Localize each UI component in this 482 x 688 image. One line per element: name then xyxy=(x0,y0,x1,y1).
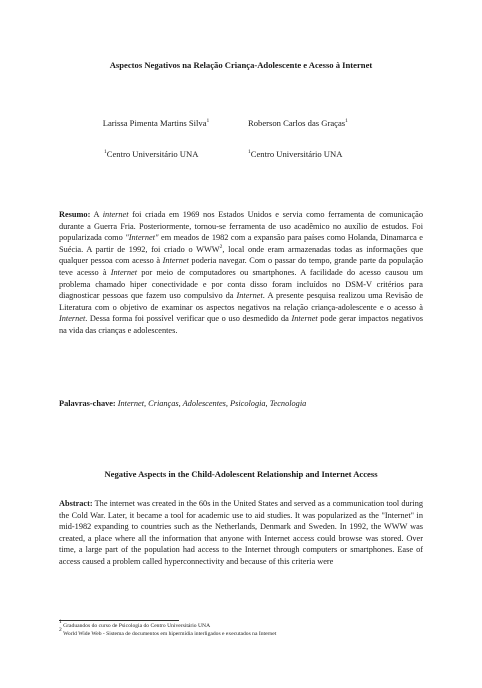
author-2-name: Roberson Carlos das Graças xyxy=(248,118,346,128)
portuguese-title: Aspectos Negativos na Relação Criança-Adolescente e Acesso à Internet xyxy=(109,60,373,70)
resumo-i6: Internet xyxy=(59,314,86,324)
resumo-sup: 2 xyxy=(219,243,223,250)
resumo-t7: . A presente pesquisa realizou uma Revisão de Literatura com o objetivo de examinar os aspectos negativos na relação criança-adolescente e o acesso à xyxy=(59,291,424,312)
resumo-i1: internet xyxy=(102,210,129,219)
abstract-text: The internet was created in the 60s in the United States and served as a communication tool during the Cold War. Later, it became a tool for academic use to aid studies. It was popularized as the "Internet" in mid-1982 expanding to countries such as the Netherlands, Denmark and Sweden. In 1992, the WWW was created, a place where all the information that anyone with Internet access could browse was stored. Over time, a large part of the population had access to the Internet through computers or smartphones. Ease of access caused a problem called hyperconnectivity and because of this criteria were xyxy=(59,499,423,566)
affiliation-1-text: Centro Universitário UNA xyxy=(106,149,199,159)
footnote-1-mark: 1 xyxy=(59,619,62,625)
author-2 xyxy=(248,117,378,129)
footnote-2-mark: 2 xyxy=(59,627,62,633)
resumo-i5: Internet xyxy=(236,291,263,301)
resumo-i7: Internet xyxy=(291,314,318,324)
affiliation-2 xyxy=(248,148,342,160)
resumo-paragraph xyxy=(59,209,423,337)
affiliation-2-text: Centro Universitário UNA xyxy=(250,149,343,159)
footnote-2 xyxy=(59,627,439,638)
resumo-t9: pode gerar impactos negativos na vida das crianças e adolescentes. xyxy=(59,314,423,335)
resumo-i3: Internet xyxy=(162,256,189,266)
affiliation-2-sup: 1 xyxy=(248,149,251,155)
resumo-t4: , local onde eram armazenadas todas as informações que qualquer pessoa com acesso à xyxy=(59,244,424,266)
footnote-divider xyxy=(59,620,179,621)
resumo-t1: A xyxy=(90,210,103,219)
resumo-t5: poderia navegar. Com o passar do tempo, grande parte da população teve acesso à xyxy=(59,256,424,277)
resumo-t6: por meio de computadores ou smartphones. A facilidade do acesso causou um problema chamado hiper conectividade e por conta disso foram incluídos no DSM-V critérios para diagnosticar pessoas que fazem uso compulsivo da xyxy=(59,267,423,301)
abstract-paragraph xyxy=(59,498,423,568)
affiliation-1-sup: 1 xyxy=(104,149,107,155)
keywords-line xyxy=(59,398,306,410)
keywords-values: Internet, Crianças, Adolescentes, Psicologia, Tecnologia xyxy=(117,399,307,408)
footnotes xyxy=(59,619,439,638)
resumo-i2: "Internet" xyxy=(125,233,159,243)
resumo-label: Resumo: xyxy=(59,210,91,219)
keywords-label: Palavras-chave: xyxy=(59,399,116,408)
footnote-2-text: World Wide Web - Sistema de documentos em hipermídia interligados e executados na Internet xyxy=(63,631,277,637)
author-1-name: Larissa Pimenta Martins Silva xyxy=(102,118,207,128)
author-1 xyxy=(96,117,216,129)
footnote-1 xyxy=(59,619,439,630)
resumo-t2: foi criada em 1969 nos Estados Unidos e servia como ferramenta de comunicação durante a Guerra Fria. Posteriormente, tornou-se ferramenta de uso acadêmico no auxílio de estudos. Foi popularizada como xyxy=(59,210,423,243)
english-title: Negative Aspects in the Child-Adolescent Relationship and Internet Access xyxy=(104,469,378,479)
author-2-sup: 1 xyxy=(345,118,348,124)
resumo-t3: em meados de 1982 com a expansão para países como Holanda, Dinamarca e Suécia. A partir de 1992, foi criado o WWW xyxy=(59,233,423,254)
affiliation-1 xyxy=(104,148,198,160)
resumo-t8: . Dessa forma foi possível verificar que o uso desmedido da xyxy=(85,314,292,324)
resumo-i4: Internet xyxy=(110,267,137,277)
abstract-label: Abstract: xyxy=(59,499,93,508)
author-1-sup: 1 xyxy=(206,118,210,124)
footnote-1-text: Graduandos do curso de Psicologia do Centro Universitário UNA xyxy=(63,623,211,629)
